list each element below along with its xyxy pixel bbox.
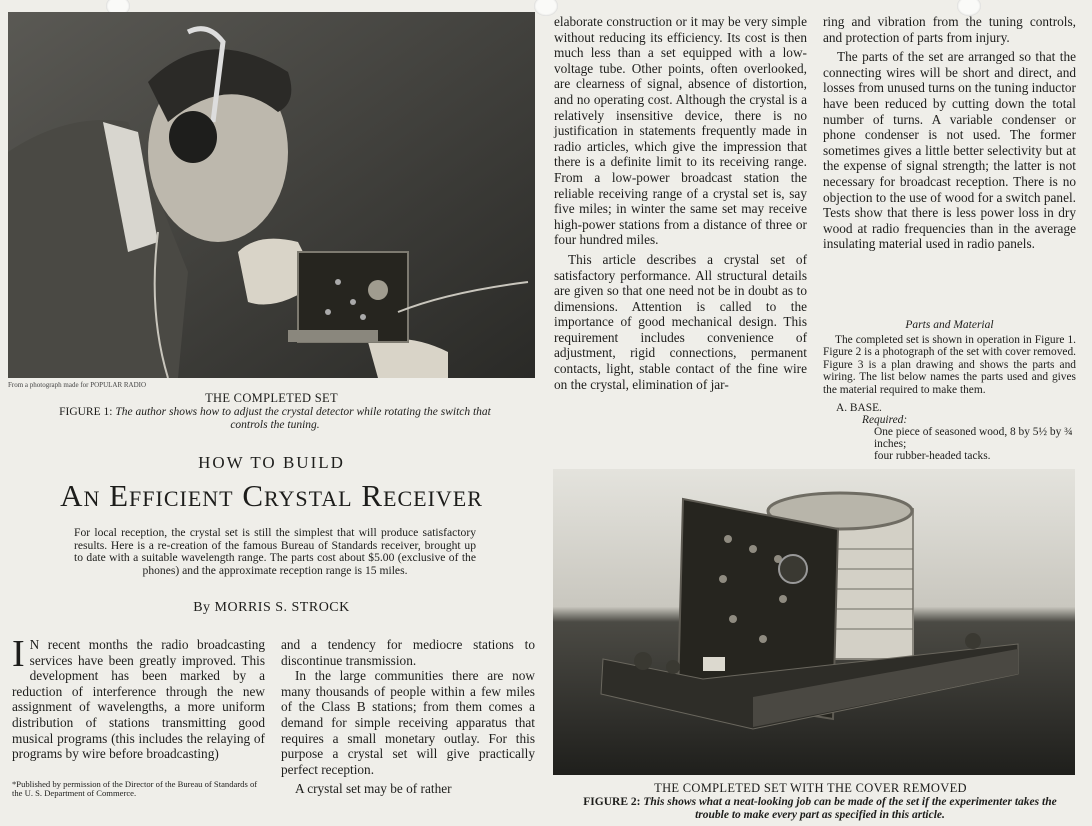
column-4 xyxy=(823,14,1076,252)
article-deck: For local reception, the crystal set is still the simplest that will produce satisfactory results. Here is a re-creation of the famous Bureau of Standards receiver, brought up to date with a suitable wavelength range. The parts cost about $5.00 (exclusive of the phones) and the approximate reception range is 15 miles. xyxy=(74,526,476,577)
article-kicker: HOW TO BUILD xyxy=(198,453,345,472)
column-2-paragraph-2: In the large communities there are now many thousands of people within a few miles of the Class B stations; from them comes a demand for simple receiving apparatus that requires a small monetary outlay. For this purpose a crystal set will give practically perfect reception. xyxy=(281,668,535,777)
figure-1-caption xyxy=(40,406,510,432)
figure-1-title: THE COMPLETED SET xyxy=(205,391,338,405)
figure-1-photo xyxy=(8,12,535,378)
column-2-paragraph-1: and a tendency for mediocre stations to discontinue transmission. xyxy=(281,637,535,668)
column-1 xyxy=(12,633,265,762)
requirement-1: One piece of seasoned wood, 8 by 5½ by ¾ inches; xyxy=(874,426,1073,451)
column-3 xyxy=(554,14,807,392)
column-3-paragraph-2: This article describes a crystal set of satisfactory performance. All structural details are given so that one need not be in doubt as to dimensions. Attention is called to the importance of good mechanical design. This requirement includes convenience of adjustment, rigid connections, permanent contacts, light, stable contact of the fine wire on the crystal, elimination of jar- xyxy=(554,251,807,392)
column-2 xyxy=(281,637,535,797)
column-4-paragraph-1: ring and vibration from the tuning controls, and protection of parts from injury. xyxy=(823,14,1076,45)
article-title: An Efficient Crystal Receiver xyxy=(60,478,483,513)
parts-heading: Parts and Material xyxy=(905,319,994,331)
figure-2-photo xyxy=(553,469,1075,775)
figure-1-illustration xyxy=(8,12,535,378)
figure-2-title: THE COMPLETED SET WITH THE COVER REMOVED xyxy=(654,781,967,795)
figure-2-caption xyxy=(580,796,1060,822)
photo-credit: From a photograph made for POPULAR RADIO xyxy=(8,381,147,389)
column-2-paragraph-3: A crystal set may be of rather xyxy=(295,781,452,797)
column-4-paragraph-2: The parts of the set are arranged so that the connecting wires will be short and direct, and losses from unused turns on the tuning inductor have been reduced by cutting down the total number of turns. A variable condenser or phone condenser is not used. The former sometimes gives a little better selectivity but at the expense of signal strength; the latter is not necessary for broadcast reception. There is no objection to the use of wood for a switch panel. Tests show that there is less power loss in dry wood at radio frequencies than in the average insulating material used in radio panels. xyxy=(823,49,1076,252)
base-label: A. BASE. xyxy=(836,402,882,414)
requirement-2: four rubber-headed tacks. xyxy=(874,450,991,462)
figure-1-caption-text: The author shows how to adjust the crystal detector while rotating the switch that controls the tuning. xyxy=(115,406,491,431)
figure-2-caption-text: This shows what a neat-looking job can be made of the set if the experimenter takes the trouble to make every part as specified in this article. xyxy=(643,796,1057,821)
parts-paragraph: The completed set is shown in operation in Figure 1. Figure 2 is a photograph of the set with cover removed. Figure 3 is a plan drawing and shows the parts and wiring. The list below names the parts used and gives the material required to make them. xyxy=(823,334,1076,396)
required-label: Required: xyxy=(862,414,908,426)
column-3-paragraph-1: elaborate construction or it may be very simple without reducing its efficiency. Its cost is then much less than a set equipped with a low-voltage tube. Other points, often overlooked, are clearness of signal, absence of distortion, and no operating cost. Although the crystal is a relatively insensitive device, there is no justification in statements frequently made in radio articles, which give the impression that there is a definite limit to its receiving range. From a low-power broadcast station the reliable receiving range of a crystal set is, say five miles; in winter the same set may receive high-power stations from a distance of three or four hundred miles. xyxy=(554,14,807,248)
byline: By MORRIS S. STROCK xyxy=(193,600,350,615)
column-1-paragraph: N recent months the radio broadcasting services have been greatly improved. This development has been marked by a reduction of interference through the new assignment of wavelengths, a more uniform distribution of stations transmitting good musical programs (this includes the relaying of programs by wire before broadcasting) xyxy=(12,637,265,762)
figure-2-label: FIGURE 2: xyxy=(583,796,641,808)
figure-2-illustration xyxy=(553,469,1075,775)
figure-1-label: FIGURE 1: xyxy=(59,406,113,418)
drop-cap: I xyxy=(12,633,25,675)
footnote: *Published by permission of the Director of the Bureau of Standards of the U. S. Department of Commerce. xyxy=(12,779,258,798)
